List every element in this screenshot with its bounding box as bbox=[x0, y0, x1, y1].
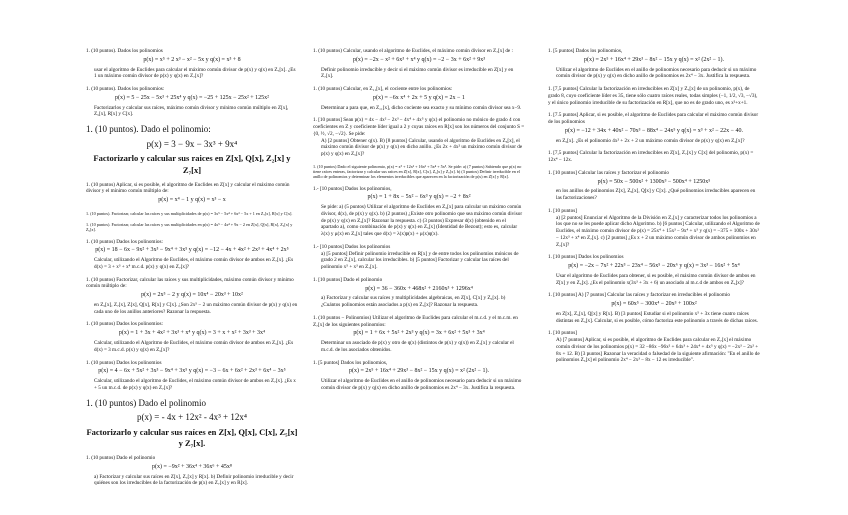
problem-heading-large: 1. (10 puntos). Dado el polinomio: bbox=[86, 124, 211, 135]
instruction-large: Factorizarlo y calcular sus raices en Z[x], Q[x], Z₂[x] y Z₇[x] bbox=[93, 153, 291, 175]
problem-statement: 1. (10 puntos). Dados los polinomios bbox=[86, 48, 163, 54]
problem-item bbox=[86, 360, 298, 392]
formula: p(x) = 18 − 6x − 9x² + 3x³ − 9x⁴ + 3x⁵ y q(x) = −12 − 4x + 4x² + 2x³ + 4x⁴ + 2x⁵ bbox=[95, 247, 289, 254]
problem-statement: 1. (10 puntos) Calcular, en Z₁₁[x], el cociente entre los polinomios: bbox=[313, 86, 453, 93]
problem-item bbox=[548, 292, 760, 324]
problem-statement: 1. (10 puntos) Dados los polinomios bbox=[86, 359, 162, 366]
formula: p(x) = −2x − x² + 6x³ + x⁴ y q(x) = −2 − 3x + 6x² + 9x³ bbox=[352, 56, 486, 63]
problem-statement: 1. [10 puntos] Dado el polinomio bbox=[313, 276, 383, 283]
problem-item bbox=[86, 86, 298, 118]
problem-text: a) [5 puntos] Definir polinomio irreducible en R[x] y de entre todos los polinomios mónicos de grado 2 en Z₇[x], calcular los irreducibles. b) [5 puntos] Factorizar y calcular las raíces del polinomio x⁵ + x³ en Z₇[x]. bbox=[321, 250, 519, 271]
problem-statement: 1.- [10 puntos] Dados los polinomios, bbox=[313, 185, 392, 192]
problem-statement: 1. [10 puntos] bbox=[548, 330, 577, 337]
problem-statement: 1. (10 puntos). Dados los polinomios: bbox=[86, 86, 165, 93]
problem-item bbox=[548, 112, 760, 144]
problem-text: a) Factorizar y calcular sus raíces y multiplicidades algebraicas, en Z[x], C[x] y Z₅[x]. b) ¿Cuántos polinomios están asociados a p(x) en Z₇[x]? Razonar la respuesta. bbox=[321, 295, 506, 309]
problem-text: Utilizar el algoritmo de Euclides en el anillo de polinomios necesario para deducir si un máximo común divisor de p(x) y q(x) en dicho anillo de polinomios es 2x⁴ − 3x. Justifica la respuesta. bbox=[556, 66, 757, 80]
formula: p(x) = x⁴ − 1 y q(x) = x³ − x bbox=[158, 197, 226, 204]
problem-item bbox=[86, 222, 298, 233]
formula: p(x) = 1 + 8x − 5x² − 6x³ y q(x) = −2 + 8x² bbox=[367, 194, 471, 201]
problem-item bbox=[313, 360, 525, 392]
problem-statement: 1. [5 puntos] Dados los polinomios, bbox=[548, 48, 623, 54]
formula: p(x) = 2x⁵ − 2 y q(x) = 10x⁴ − 20x³ + 10x² bbox=[141, 292, 243, 299]
problem-text: en los anillos de polinomios Z[x], Z₅[x], Q[x] y C[x]. ¿Qué polinomios irreducibles aparecen en las factorizaciones? bbox=[556, 188, 756, 202]
problem-statement: 1. [10 puntos] Calcular las raíces y factorizar el polinomio bbox=[548, 169, 670, 176]
problem-text: Calcular, utilizando el Algoritmo de Euclides, el máximo común divisor de ambos en Z₅[x]. ¿Es d(x) = 3 m.c.d. p(x) y q(x) en Z₅[x]? bbox=[94, 340, 294, 353]
problem-item bbox=[313, 277, 525, 309]
problem-statement: 1. (10 puntos) Dados los polinomios: bbox=[86, 238, 163, 245]
problem-item bbox=[313, 244, 525, 271]
formula: p(x) = 2x⁵ + 16x⁴ + 29x³ − 8x² − 15x y q(x) = x² (2x² − 1). bbox=[583, 56, 725, 63]
formula: p(x) = 4 − 6x + 5x² + 3x³ − 9x⁴ + 3x⁵ y q(x) = −3 − 6x + 6x² + 2x³ + 6x⁴ − 3x⁵ bbox=[98, 368, 286, 375]
formula: p(x) = −9x² + 36x⁴ + 36x⁶ + 45x⁸ bbox=[152, 463, 232, 470]
formula: p(x) = 2x⁵ + 16x⁴ + 29x³ − 8x² − 15x y q(x) = x² (2x² − 1). bbox=[348, 368, 490, 375]
problem-text: a) Factorizar y calcular sus raíces en Z[x], Z₇[x] y R[x]. b) Definir polinomio irreducible y decir quiénes son los irreducibles de la factorización de p(x) en Z₇[x] y en R[x]. bbox=[94, 473, 294, 487]
problem-text: Utilizar el algoritmo de Euclides en el anillo de polinomios necesario para deducir si un máximo común divisor de p(x) y q(x) en dicho anillo de polinomios es 2x⁴ − 3x. Justifica la respuesta. bbox=[321, 378, 522, 392]
problem-statement: 1. [10 puntos] bbox=[548, 207, 577, 214]
formula: p(x) = 36 − 360x + 468x² + 2160x³ + 1296x⁴ bbox=[365, 285, 473, 292]
problem-item bbox=[313, 315, 525, 354]
problem-statement: 1. (10 puntos) Dado el polinomio bbox=[86, 455, 156, 462]
problem-heading-large: 1. (10 puntos) Dado el polinomio bbox=[86, 397, 206, 408]
problem-statement: 1. [7,5 puntos] Calcular la factorización en irreducibles en Z[x] y Z₇[x] de un polinomio, p(x), de grado 8, cuyo coeficiente líder es 35, tiene sólo cuatro raíces reales, todas simples (−1, 1/2, √3, −√3), y el único polinomio irreducible de su factorización en R[x], que no es de grado uno, es x²+x+1. bbox=[548, 86, 758, 106]
problem-item bbox=[313, 164, 525, 180]
problem-item bbox=[86, 321, 298, 353]
problem-statement: 1. [5 puntos] Dados los polinomios, bbox=[313, 359, 388, 366]
problem-text: A) [7 puntos] Aplicar, si es posible, el algoritmo de Euclides para calcular en Z₇[x] el máximo común divisor de los polinomios p(x) = 32 −86x −96x² + 64x³ + 24x⁴ + 4x⁵ y q(x) = −2x³ − 2x² + 8x + 12. B) [3 puntos] Razonar la veracidad o falsedad de la siguiente afirmación: "En el anillo de polinomios Z₅[x] el polinomio 2x⁴ − 2x³ − 8x − 12 es irreducible". bbox=[556, 337, 760, 364]
problem-item bbox=[313, 186, 525, 238]
problem-text: Se pide: a) (5 puntos) Utilizar el algoritmo de Euclides en Z₅[x] para calcular un máximo común divisor, d(x), de p(x) y q(x). b) (2 puntos) ¿Existe otro polinomio que sea máximo común divisor de p(x) y q(x) en Z₅[x]? Razonar la respuesta. c) (3 puntos) Expresar d(x) (obtenido en el apartado a), como combinación de p(x) y q(x) en Z₅[x] (Identidad de Bezout); esto es, calcular λ(x) y μ(x) en Z₅[x] tales que d(x) = λ(x)p(x) + μ(x)q(x). bbox=[321, 204, 523, 238]
problem-item bbox=[86, 211, 298, 216]
column-3 bbox=[548, 48, 760, 370]
problem-statement-small: 1. (10 puntos). Factorizar, calcular las raíces y sus multiplicidades en p(x) = 4x⁵ − 4x⁴ + 9x − 2 en Z[x], Q[x], R[x], Z₃[x] y Z₅[x]. bbox=[86, 222, 293, 233]
problem-statement-small: 1. (10 puntos) Dado el siguiente polinomio, p(x) = x⁵ + 12x² + 16x³ + 5x⁴ + 5x⁵. Se pide: a) (7 puntos) Sabiendo que p(x) no tiene raíces enteras, factorizar y calcular sus raíces en Z[x], R[x], C[x], Z₅[x] y Z₇[x]. b) (3 puntos) Definir irreducible en el anillo de polinomios y determinar los elementos irreducibles que aparecen en la factorización de p(x) en Z[x] y R[x]. bbox=[313, 163, 522, 180]
problem-statement: 1. [7,5 puntos] Calcular la factorización en irreducibles en Z[x], Z₇[x] y C[x] del polinomio, p(x) = 12x⁴ − 12x. bbox=[548, 150, 754, 164]
formula-large: p(x) = 3 − 9x − 3x³ + 9x⁴ bbox=[146, 138, 238, 149]
formula: p(x) = 5 − 25x − 5x³ + 25x⁴ y q(x) = −25 + 125x − 25x² + 125x² bbox=[115, 94, 269, 101]
problem-statement: 1. (10 puntos) Factorizar, calcular las raíces y sus multiplicidades, máximo común divisor y mínimo común múltiplo de: bbox=[86, 276, 294, 290]
problem-item bbox=[548, 150, 760, 164]
problem-item bbox=[86, 455, 298, 487]
problem-statement: 1. (10 puntos) Dados los polinomios: bbox=[86, 321, 163, 328]
problem-item bbox=[313, 86, 525, 111]
problem-text: en Z₅[x]. ¿Es el polinomio 4x² + 2x + 2 un máximo común divisor de p(x) y q(x) en Z₅[x]? bbox=[556, 137, 745, 144]
problem-item bbox=[86, 398, 298, 449]
problem-item bbox=[548, 86, 760, 106]
problem-statement: 1. [10 puntos] Sean p(x) = 4x − 4x² − 2x³ − 4x⁴ + 4x⁵ y q(x) el polinomio no mónico de grado 4 con coeficientes en Z y coeficiente líder igual a 2 y cuyas raíces en R[x] son los números del conjunto S = {0, ½, √2, −√2}. Se pide: bbox=[313, 117, 525, 137]
instruction-large: Factorizarlo y calcular sus raíces en Z[x], Q[x], C[x], Z₅[x] y Z₇[x]. bbox=[86, 426, 298, 448]
problem-text: en Z[x], Z₅[x], Q[x] y R[x]. B) [3 puntos] Estudiar si el polinomio x⁵ + 3x tiene cuatro raíces distintas en Z₅[x]. Calcular, si es posible, cómo factoriza este polinomio a través de dichas raíces. bbox=[556, 310, 758, 324]
problem-text: Usar el algoritmo de Euclides para obtener, si es posible, el máximo común divisor de ambos en Z[x] y en Z₅[x]. ¿Es el polinomio x(3x³ + 3x + 6) un asociado al m.c.d de ambos en Z₅[x]? bbox=[556, 272, 756, 286]
problem-text: usar el algoritmo de Euclides para calcular el máximo común divisor de p(x) y q(x) en Z₇[x]. ¿Es 1 un máximo común divisor de p(x) y q(x) en Z₇[x]? bbox=[94, 66, 296, 80]
problem-item bbox=[86, 124, 298, 175]
formula: p(x) = 60x⁵ − 300x⁴ − 20x³ + 100x² bbox=[611, 301, 697, 308]
problem-item bbox=[548, 208, 760, 249]
problem-item bbox=[548, 254, 760, 286]
problem-text: A) [2 puntos] Obtener q(x). B) [8 puntos] Calcular, usando el algoritmo de Euclides en Z₅[x], el máximo común divisor de p(x) y q(x) en dicho anillo. ¿Es 2x + 4x² un máximo común divisor de p(x) y q(x) en Z₅[x]? bbox=[321, 137, 523, 158]
problem-statement: 1. [7.5 puntos] Aplicar, si es posible, el algoritmo de Euclides para calcular el máximo común divisor de los polinomios bbox=[548, 112, 759, 126]
formula-large: p(x) = - 4x + 12x² - 4x³ + 12x⁴ bbox=[137, 412, 247, 423]
problem-statement: 1. (10 puntos − Polinomios) Utilizar el algoritmo de Euclides para calcular el m.c.d. y el m.c.m. en Z₇[x] de los siguientes polinomios: bbox=[313, 314, 518, 328]
formula: p(x) = −6x x⁴ + 2x + 5 y q(x) = 2x − 1 bbox=[373, 94, 465, 101]
problem-statement: 1. (10 puntos) Calcular, usando el algoritmo de Euclides, el máximo común divisor en Z₇[x] de : bbox=[313, 48, 513, 54]
problem-statement: 1.- [10 puntos] Dados los polinomios bbox=[313, 243, 391, 250]
problem-text: Definir polinomio irreducible y decir si el máximo común divisor es irreducible en Z[x] y en Z₇[x]. bbox=[321, 66, 514, 80]
column-2 bbox=[313, 48, 525, 398]
problem-statement-small: 1. (10 puntos). Factorizar, calcular las raíces y sus multiplicidades de p(x) = 3x⁵ − 5x⁴ + 6x³ − 5x + 1 en Z₇[x], R[x] y C[x]. bbox=[86, 210, 293, 216]
problem-text: Calcular, utilizando el algoritmo de Euclides, el máximo común divisor de ambos en Z₇[x]. ¿Es x + 5 un m.c.d. de p(x) y q(x) en Z₇[x]? bbox=[94, 378, 296, 391]
column-1 bbox=[86, 48, 298, 493]
problem-item bbox=[548, 330, 760, 364]
problem-item bbox=[548, 170, 760, 202]
problem-statement: 1. [10 puntos] Dados los polinomios bbox=[548, 254, 624, 261]
formula: p(x) = −12 + 34x + 40x² − 70x³ − 88x⁴ − 24x⁵ y q(x) = x³ + x² − 22x − 40. bbox=[564, 127, 744, 134]
problem-item bbox=[86, 277, 298, 316]
problem-item bbox=[86, 239, 298, 271]
problem-item bbox=[313, 117, 525, 158]
problem-item bbox=[548, 48, 760, 80]
problem-text: Determinar a para que, en Z₁₁[x], dicho cociente sea exacto y su mínimo común divisor sea x−9. bbox=[321, 104, 522, 111]
problem-statement: 1. [10 puntos] A) [7 puntos] Calcular las raíces y factorizar en irreducibles el polinomio bbox=[548, 292, 730, 299]
formula: p(x) = 50x − 500x² + 1300x³ − 500x⁴ + 1250x⁵ bbox=[597, 178, 711, 185]
formula: p(x) = x⁵ + 2 x³ − x² − 5x y q(x) = x³ + 8 bbox=[143, 56, 241, 63]
problem-text: a) [2 puntos] Enunciar el Algoritmo de la División en Z₇[x] y caracterizar todos los polinomios a los que no se les puede aplicar dicho Algoritmo. b) [6 puntos] Calcular, utilizando el Algoritmo de Euclides, el máximo común divisor de p(x) = 25x⁴ + 15x³ − 9x⁴ + x⁵ y q(x) = −375 + 100x + 30x² − 12x³ + x⁴ en Z₇[x]. c) [2 puntos] ¿Es x + 2 un máximo común divisor de ambos polinomios en Z₇[x]? bbox=[556, 214, 760, 248]
problem-text: en Z₅[x], Z₇[x], Z[x], Q[x], R[x] y C[x]. ¿Son 2x⁵ − 2 un máximo común divisor de p(x) y q(x) en cada uno de los anillos anteriores? Razonar la respuesta. bbox=[94, 301, 298, 315]
problem-text: Calcular, utilizando el Algoritmo de Euclides, el máximo común divisor de ambos en Z₇[x]. ¿Es d(x) = 3 + x³ + x⁴ m.c.d. p(x) y q(x) en Z₇[x]? bbox=[94, 257, 294, 270]
problem-item bbox=[86, 48, 298, 80]
formula: p(x) = −2x − 7x² + 22x³ − 23x⁴ − 56x⁵ − 20x⁶ y q(x) = 3x³ − 16x² + 5x⁴ bbox=[568, 263, 740, 270]
formula: p(x) = 1 + 6x + 5x² + 2x³ y q(x) = 3x + 6x² + 5x³ + 3x⁴ bbox=[353, 330, 485, 337]
formula: p(x) = 1 + 3x + 4x² + 3x³ + x⁴ y q(x) = 3 + x + x² + 3x³ + 3x⁴ bbox=[118, 330, 266, 337]
problem-text: Factorizarlos y calcular sus raíces, máximo común divisor y mínimo común múltiplo en Z[x], Z₅[x], R[x] y C[x]. bbox=[94, 104, 289, 118]
problem-statement: 1. (10 puntos) Aplicar, si es posible, el algoritmo de Euclides en Z[x] y calcular el máximo común divisor y el mínimo común múltiplo de: bbox=[86, 181, 290, 195]
problem-item bbox=[313, 48, 525, 80]
problem-item bbox=[86, 182, 298, 205]
problem-text: Determinar un asociado de p(x) y otro de q(x) (distintos de p(x) y q(x)) en Z₇[x] y calcular el m.c.d. de los asociados obtenidos. bbox=[321, 340, 514, 353]
